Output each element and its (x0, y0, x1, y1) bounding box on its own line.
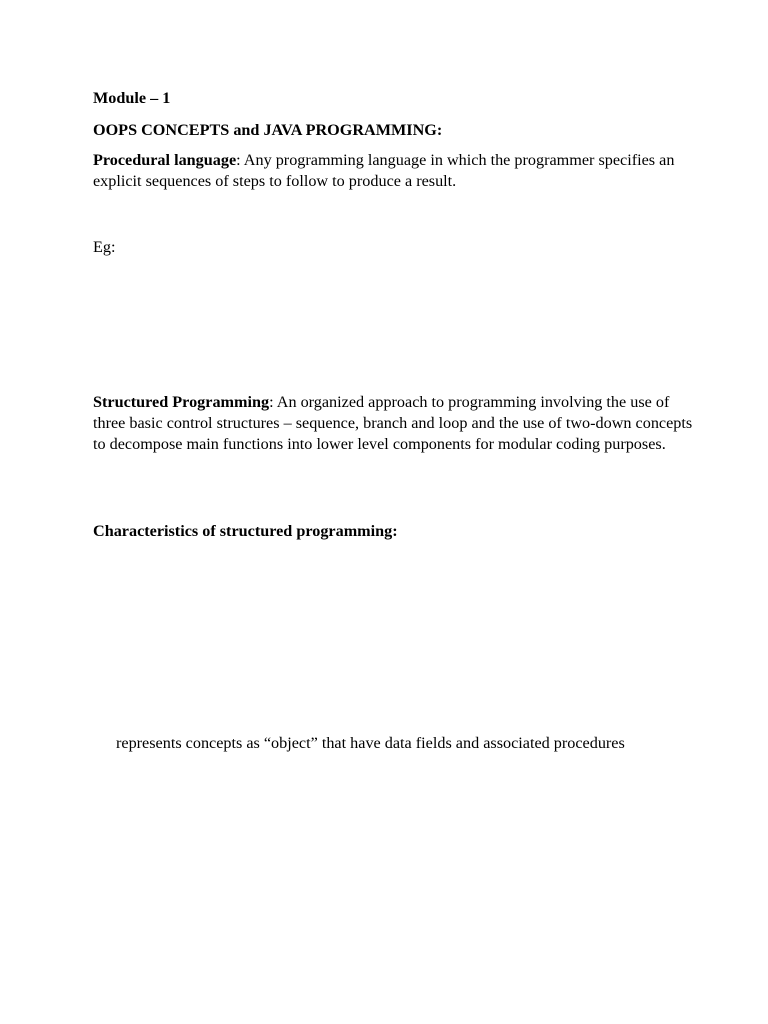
structured-programming-definition: : An organized approach to programming involving the use of three basic control structures – sequence, branch and loop and the use of two-down concepts to decompose main functions into lower level components for modular coding purposes. (93, 393, 693, 453)
module-heading: Module – 1 (93, 89, 171, 107)
oop-definition-fragment: represents concepts as “object” that have data fields and associated procedures (116, 734, 625, 752)
structured-programming-term: Structured Programming (93, 393, 270, 411)
procedural-language-term: Procedural language (93, 151, 237, 169)
procedural-language-paragraph (93, 150, 693, 192)
example-label: Eg: (93, 238, 116, 256)
structured-programming-paragraph (93, 392, 693, 455)
characteristics-heading: Characteristics of structured programming: (93, 522, 398, 540)
procedural-language-definition: : Any programming language in which the programmer specifies an explicit sequences of steps to follow to produce a result. (93, 151, 675, 190)
section-heading: OOPS CONCEPTS and JAVA PROGRAMMING: (93, 121, 443, 139)
